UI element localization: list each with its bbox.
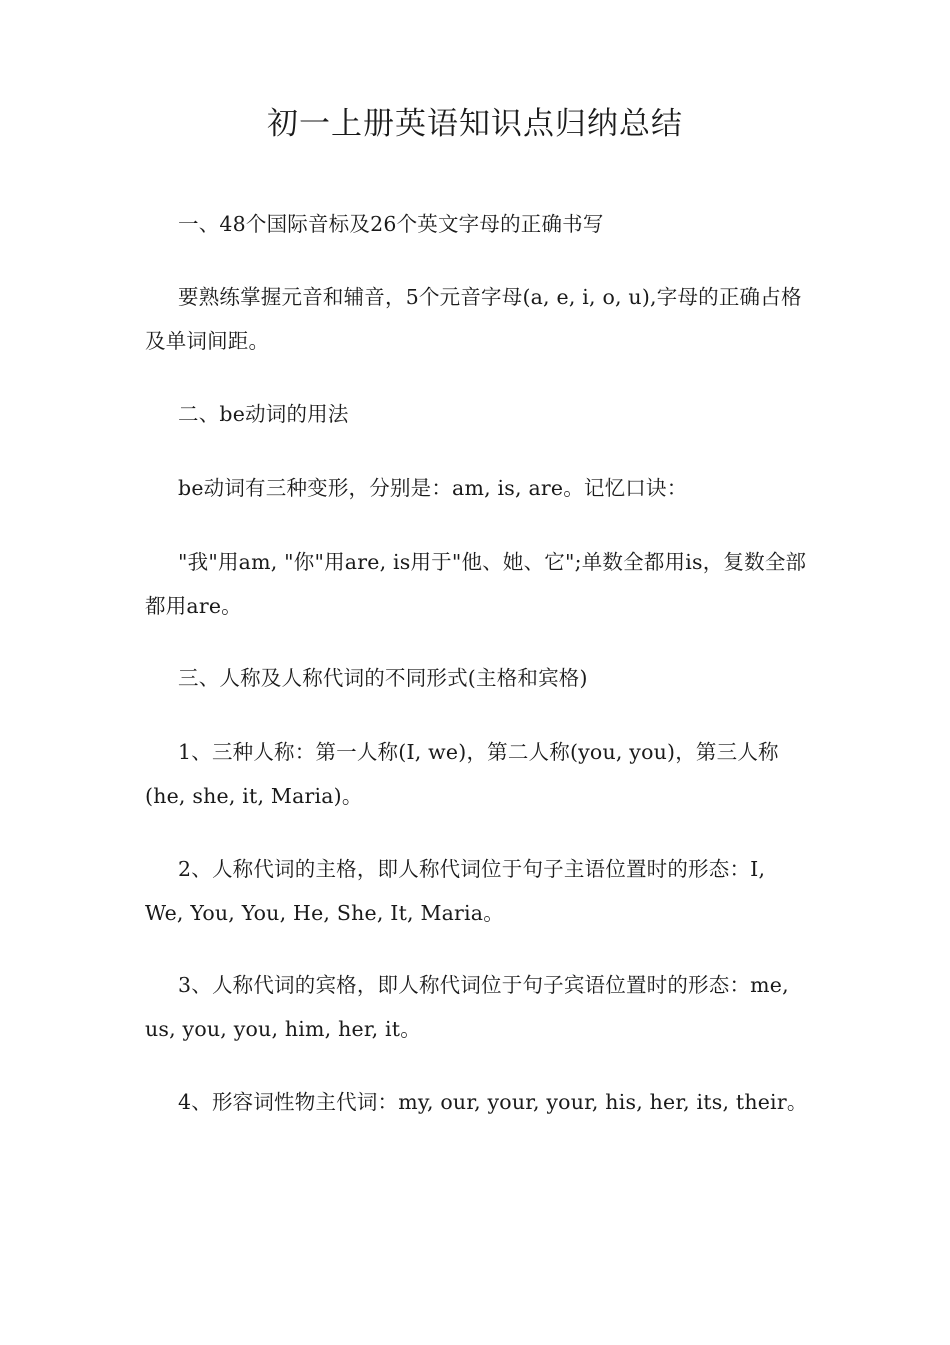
section-heading-phonetics: 一、48个国际音标及26个英文字母的正确书写 [178, 212, 604, 236]
document-title: 初一上册英语知识点归纳总结 [267, 106, 683, 142]
section-heading-be-verb: 二、be动词的用法 [178, 402, 349, 426]
paragraph-subject-pronouns: 2、人称代词的主格，即人称代词位于句子主语位置时的形态：I, We, You, You, He, She, It, Maria。 [145, 857, 766, 925]
paragraph-vowels: 要熟练掌握元音和辅音，5个元音字母(a, e, i, o, u),字母的正确占格及单词间距。 [145, 285, 802, 353]
paragraph-three-persons: 1、三种人称：第一人称(I, we)，第二人称(you, you)，第三人称(he, she, it, Maria)。 [145, 740, 779, 808]
paragraph-possessive-adjectives: 4、形容词性物主代词：my, our, your, your, his, her, its, their。 [178, 1090, 808, 1114]
paragraph-object-pronouns: 3、人称代词的宾格，即人称代词位于句子宾语位置时的形态：me, us, you, you, him, her, it。 [145, 973, 789, 1041]
section-heading-pronouns: 三、人称及人称代词的不同形式(主格和宾格) [178, 666, 588, 690]
paragraph-be-rhyme: "我"用am, "你"用are, is用于"他、她、它";单数全都用is，复数全部都用are。 [145, 550, 807, 618]
paragraph-be-forms: be动词有三种变形，分别是：am, is, are。记忆口诀： [178, 476, 688, 500]
